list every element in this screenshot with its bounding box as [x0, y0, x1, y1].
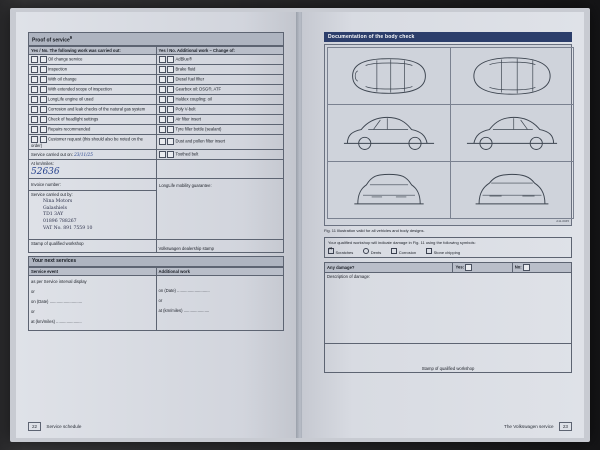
row-label: Dust and pollen filter insert [175, 138, 226, 144]
damage-table [324, 262, 572, 373]
no-checkbox[interactable] [167, 66, 174, 73]
page-number-left: 22 [28, 422, 41, 431]
yes-checkbox[interactable] [31, 66, 38, 73]
scratches-icon [328, 248, 334, 254]
yes-checkbox[interactable] [159, 151, 166, 158]
no-checkbox[interactable] [167, 86, 174, 93]
row-label: Toothed belt [175, 151, 199, 157]
workshop-stamp-cell [325, 344, 572, 373]
row-label: Corrosion and leak checks of the natural gas system [48, 106, 146, 112]
dealer-stamp [31, 199, 154, 233]
no-checkbox[interactable] [40, 66, 47, 73]
row-label: LongLife engine oil used [48, 96, 94, 102]
row-label: Customer request (this should also be noted on the order) [31, 136, 143, 148]
yes-checkbox[interactable] [31, 56, 38, 63]
symbol-dents [363, 248, 381, 255]
symbols-intro: Your qualified workshop will indicate damage in Fig. 11 using the following symbols: [328, 240, 476, 245]
service-date-value[interactable]: 23/11/25 [74, 151, 93, 157]
description-label: Description of damage: [327, 274, 371, 279]
proof-of-service-table [28, 46, 284, 253]
left-page [16, 12, 299, 438]
yes-checkbox[interactable] [159, 126, 166, 133]
col2-header: Yes / No. Additional work – Change of: [156, 46, 284, 54]
stamp-line: TD1 3AY [43, 212, 64, 218]
yes-checkbox[interactable] [31, 96, 38, 103]
yes-checkbox[interactable] [31, 86, 38, 93]
row-label: Air filter insert [175, 116, 202, 122]
no-checkbox[interactable] [167, 138, 174, 145]
stamp-line: Galashiels [43, 205, 67, 211]
row-label: At km/miles: [31, 160, 54, 166]
row-label: Diesel fuel filter [175, 76, 205, 82]
yes-checkbox[interactable] [159, 56, 166, 63]
symbol-stone-chipping [426, 248, 460, 255]
next-item: on (Date) ............................ [31, 298, 83, 304]
no-checkbox[interactable] [40, 56, 47, 63]
symbol-corrosion [391, 248, 416, 255]
damage-yes-checkbox[interactable] [465, 264, 472, 271]
table-row [29, 64, 284, 74]
no-label: No: [514, 264, 522, 270]
no-checkbox[interactable] [167, 56, 174, 63]
table-row [29, 84, 284, 94]
no-checkbox[interactable] [167, 96, 174, 103]
proof-of-service-sup: 9 [69, 34, 73, 40]
next-services-table [28, 267, 284, 331]
table-row [29, 134, 284, 149]
right-page [302, 12, 584, 438]
car-view-front-left [328, 48, 451, 105]
car-view-side-left [328, 105, 451, 162]
row-label: Repairs recommended [48, 126, 91, 132]
no-checkbox[interactable] [167, 151, 174, 158]
figure-caption: Fig. 11 Illustration valid for all vehicles and body designs. [324, 228, 425, 233]
car-view-rear [451, 162, 574, 219]
col1-header: Yes / No. The following work was carried out: [29, 46, 157, 54]
table-row [29, 149, 284, 159]
yes-label: Yes: [455, 264, 465, 270]
table-row [29, 275, 284, 330]
yes-checkbox[interactable] [159, 76, 166, 83]
table-row [325, 344, 572, 373]
service-carried-label: Service carried out by: [31, 191, 73, 197]
row-label: With extended scope of inspection [48, 86, 112, 92]
page-number-right: 23 [559, 422, 572, 431]
symbols-legend [324, 237, 572, 258]
no-checkbox[interactable] [40, 96, 47, 103]
row-label: Gearbox oil: DSG®, ATF [175, 86, 222, 92]
row-label: Inspection [48, 66, 68, 72]
car-view-front-right [451, 48, 574, 105]
no-checkbox[interactable] [40, 136, 47, 143]
car-side-mirrored-svg [453, 107, 571, 159]
table-row [325, 273, 572, 344]
next-col1-header: Service event [29, 267, 157, 275]
symbol-label: Stone chipping [433, 250, 461, 255]
row-label: Haldex coupling: oil [175, 96, 212, 102]
table-row [29, 114, 284, 124]
next-item: at (km/miles) ...................... [158, 307, 210, 313]
stamp-footer-right: Stamp of qualified workshop [421, 366, 475, 371]
footer-text-right: The Volkswagen service [504, 424, 554, 429]
table-row [29, 94, 284, 104]
stone-chipping-icon [426, 248, 432, 254]
damage-description-cell[interactable] [325, 273, 572, 344]
invoice-label: Invoice number: [31, 181, 61, 187]
damage-question: Any damage? [325, 263, 453, 273]
row-label: Oil change service [48, 56, 83, 62]
car-front-svg [330, 164, 448, 216]
no-checkbox[interactable] [40, 76, 47, 83]
car-view-side-right [451, 105, 574, 162]
yes-checkbox[interactable] [31, 136, 38, 143]
row-label: Tyre filler bottle (sealant) [175, 126, 222, 132]
yes-checkbox[interactable] [159, 116, 166, 123]
row-label: Service carried out on: [31, 151, 73, 157]
next-item: at (km/miles) ...................... [31, 318, 82, 324]
table-row [29, 178, 284, 190]
row-label: With oil change [48, 76, 77, 82]
next-item: or [31, 308, 35, 314]
yes-checkbox[interactable] [31, 126, 38, 133]
row-label: Check of headlight settings [48, 116, 99, 122]
no-checkbox[interactable] [40, 86, 47, 93]
next-item: as per Service interval display [31, 278, 87, 284]
no-checkbox[interactable] [167, 116, 174, 123]
next-right-items [159, 286, 282, 316]
row-label: Poly V-belt [175, 106, 196, 112]
no-checkbox[interactable] [40, 126, 47, 133]
car-rear-svg [453, 164, 571, 216]
right-footer [504, 422, 572, 431]
mileage-value[interactable]: 52636 [31, 166, 60, 177]
next-item: or [158, 297, 163, 303]
next-col2-header: Additional work [156, 267, 284, 275]
next-left-items [31, 277, 154, 327]
yes-checkbox[interactable] [159, 138, 166, 145]
dents-icon [363, 248, 369, 254]
next-item: or [31, 288, 35, 294]
yes-checkbox[interactable] [31, 106, 38, 113]
no-checkbox[interactable] [40, 106, 47, 113]
yes-checkbox[interactable] [159, 66, 166, 73]
car-top-front-svg [330, 50, 448, 102]
yes-checkbox[interactable] [159, 96, 166, 103]
yes-checkbox[interactable] [31, 116, 38, 123]
corrosion-icon [391, 248, 397, 254]
table-row [29, 54, 284, 64]
service-booklet [10, 8, 590, 442]
table-row [29, 124, 284, 134]
no-checkbox[interactable] [167, 76, 174, 83]
body-check-diagram [324, 44, 572, 226]
yes-checkbox[interactable] [31, 76, 38, 83]
car-side-svg [330, 107, 448, 159]
stamp-line: VAT No. 891 7559 10 [43, 226, 93, 232]
no-checkbox[interactable] [167, 106, 174, 113]
body-check-section-title: Documentation of the body check [324, 32, 572, 42]
footer-text-left: Service schedule [46, 424, 82, 429]
next-item: on (Date) ............................ [158, 287, 210, 293]
yes-checkbox[interactable] [159, 86, 166, 93]
figure-code: A11-0045 [556, 219, 569, 223]
longlife-note: LongLife mobility guarantee: [159, 183, 212, 188]
no-checkbox[interactable] [167, 126, 174, 133]
next-services-title: Your next services [28, 256, 284, 267]
damage-no-checkbox[interactable] [523, 264, 530, 271]
table-row [29, 74, 284, 84]
proof-of-service-title [28, 32, 284, 46]
car-top-rear-svg [453, 50, 571, 102]
dealer-stamp-label: Volkswagen dealership stamp [156, 239, 284, 252]
row-label: Brake fluid [175, 66, 196, 72]
row-label: AdBlue® [175, 56, 193, 62]
stamp-line: 01896 788267 [43, 219, 77, 225]
left-footer [28, 422, 81, 431]
symbol-label: Corrosion [398, 250, 417, 255]
symbol-label: Scratches [335, 250, 354, 255]
table-row [29, 104, 284, 114]
no-checkbox[interactable] [40, 116, 47, 123]
symbol-scratches [328, 248, 353, 255]
symbol-label: Dents [370, 250, 382, 255]
table-row [29, 239, 284, 252]
stamp-footer-left: Stamp of qualified workshop [29, 239, 157, 252]
proof-of-service-label: Proof of service [32, 37, 70, 44]
car-view-front [328, 162, 451, 219]
table-row [29, 159, 284, 178]
stamp-line: Nina Motors [43, 198, 73, 204]
yes-checkbox[interactable] [159, 106, 166, 113]
